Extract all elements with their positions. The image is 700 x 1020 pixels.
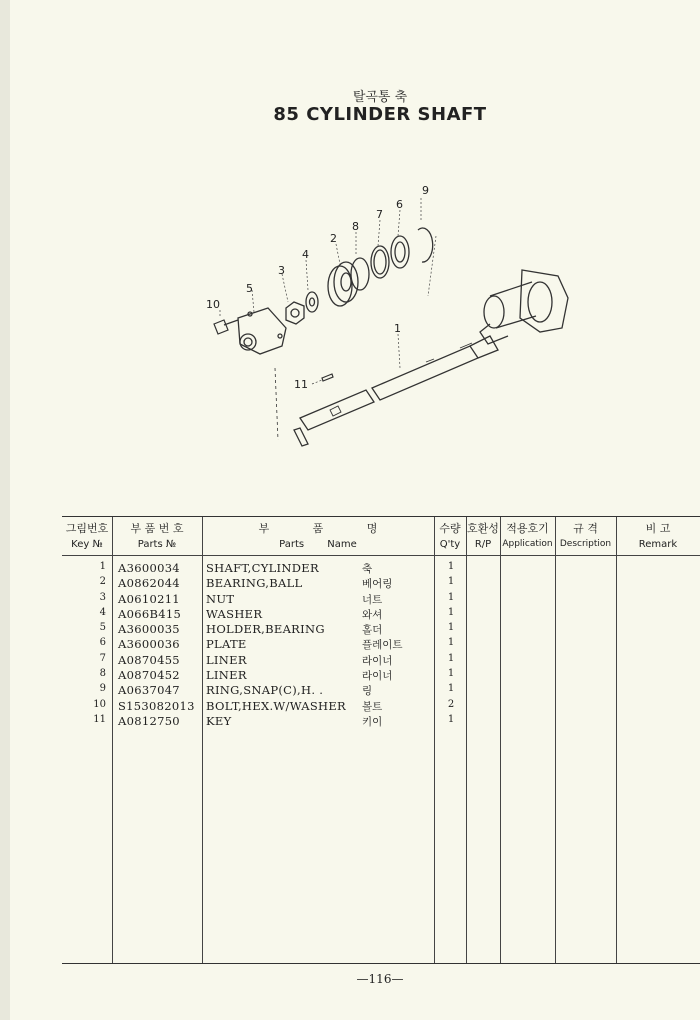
header-remark: Remark (638, 539, 678, 550)
part-name-kr-cell: 키이 (362, 715, 383, 728)
table-row (62, 622, 700, 637)
page-number: —116— (356, 972, 404, 986)
key-cell: 2 (99, 576, 106, 588)
header-remark-kr: 비 고 (645, 522, 671, 535)
table-row (62, 592, 700, 607)
part-name-kr-cell: 볼트 (362, 700, 383, 713)
quantity-cell: 1 (447, 652, 455, 664)
header-key: Key № (71, 539, 103, 550)
part-number-cell: A0637047 (118, 683, 180, 698)
key-cell: 8 (99, 668, 106, 680)
header-application-kr: 적용호기 (506, 522, 549, 535)
part-name-cell: LINER (206, 652, 247, 667)
table-row (62, 576, 700, 591)
callout-2: 2 (330, 232, 337, 245)
table-row (62, 653, 700, 668)
callout-1: 1 (394, 322, 401, 335)
part-name-kr-cell: 베어링 (362, 578, 393, 591)
key-cell: 3 (99, 591, 106, 603)
part-name-cell: BOLT,HEX.W/WASHER (206, 698, 347, 713)
key-cell: 4 (99, 606, 106, 618)
part-name-cell: RING,SNAP(C),H. . (206, 683, 324, 698)
part-number-cell: A3600036 (118, 637, 180, 652)
table-row (62, 668, 700, 683)
flange-drawing (480, 270, 568, 344)
callout-9: 9 (422, 184, 429, 197)
quantity-cell: 1 (447, 576, 455, 588)
header-parts: Parts № (137, 539, 177, 550)
table-row (62, 607, 700, 622)
header-parts-kr: 부 품 번 호 (130, 522, 184, 535)
quantity-cell: 1 (447, 668, 455, 680)
table-row (62, 714, 700, 729)
part-number-cell: A0862044 (118, 576, 180, 591)
part-name-cell: HOLDER,BEARING (206, 622, 325, 637)
key-drawing (322, 374, 333, 381)
quantity-cell: 1 (447, 713, 455, 725)
callout-4: 4 (302, 248, 309, 261)
liners-rings-drawing (351, 228, 433, 290)
part-number-cell: A0812750 (118, 713, 180, 728)
part-name-cell: KEY (206, 713, 232, 728)
quantity-cell: 1 (447, 637, 455, 649)
part-number-cell: A066B415 (118, 606, 182, 621)
callout-6: 6 (396, 198, 403, 211)
table-row (62, 683, 700, 698)
key-cell: 11 (93, 713, 106, 725)
parts-rows (62, 561, 700, 729)
part-name-kr-cell: 와셔 (362, 608, 383, 621)
callout-10: 10 (206, 298, 220, 311)
key-cell: 6 (99, 637, 106, 649)
header-description-kr: 규 격 (573, 522, 598, 535)
header-application: Application (502, 539, 553, 549)
part-number-cell: A0610211 (118, 591, 180, 606)
header-qty: Q'ty (439, 539, 461, 550)
key-cell: 5 (99, 622, 106, 634)
part-number-cell: A3600034 (118, 561, 180, 575)
key-cell: 10 (93, 698, 106, 710)
callout-7: 7 (376, 208, 383, 221)
part-name-cell: WASHER (206, 606, 263, 621)
quantity-cell: 1 (447, 606, 455, 618)
part-name-kr-cell: 라이너 (362, 654, 393, 667)
part-name-kr-cell: 링 (362, 685, 373, 698)
bearing-holder-drawing (238, 308, 286, 354)
callout-3: 3 (278, 264, 285, 277)
part-number-cell: S153082013 (118, 698, 195, 713)
header-key-kr: 그림번호 (65, 522, 109, 535)
table-row (62, 699, 700, 714)
table-row (62, 637, 700, 652)
part-name-kr-cell: 플레이트 (362, 639, 403, 652)
header-rp: R/P (474, 539, 492, 550)
quantity-cell: 1 (447, 622, 455, 634)
header-name: Parts Name (279, 539, 357, 550)
quantity-cell: 1 (447, 683, 455, 695)
nut-washer-drawing (286, 292, 318, 324)
section-title: 85 CYLINDER SHAFT (273, 104, 487, 125)
header-name-kr: 부 품 명 (258, 522, 378, 535)
quantity-cell: 2 (447, 698, 455, 710)
part-number-cell: A3600035 (118, 622, 180, 637)
quantity-cell: 1 (447, 561, 455, 572)
header-qty-kr: 수량 (439, 522, 461, 535)
part-name-kr-cell: 축 (362, 563, 373, 575)
key-cell: 7 (99, 652, 106, 664)
quantity-cell: 1 (447, 591, 455, 603)
callout-11: 11 (294, 378, 308, 391)
callout-5: 5 (246, 282, 253, 295)
header-description: Description (559, 539, 612, 549)
part-name-cell: NUT (206, 591, 235, 606)
parts-table (62, 516, 700, 964)
page-edge (0, 0, 10, 1020)
key-cell: 9 (99, 683, 106, 695)
part-name-kr-cell: 라이너 (362, 670, 393, 683)
part-name-cell: SHAFT,CYLINDER (206, 561, 319, 575)
part-name-kr-cell: 너트 (362, 593, 383, 606)
table-row (62, 561, 700, 576)
header-rp-kr: 호환성 (467, 522, 499, 535)
part-number-cell: A0870455 (118, 652, 180, 667)
bolt-drawing (214, 320, 238, 334)
part-name-kr-cell: 홀더 (362, 624, 383, 637)
part-name-cell: PLATE (206, 637, 247, 652)
part-name-cell: LINER (206, 668, 247, 683)
key-cell: 1 (99, 561, 106, 572)
callout-8: 8 (352, 220, 359, 233)
part-name-cell: BEARING,BALL (206, 576, 303, 591)
exploded-parts-diagram (190, 178, 590, 450)
cylinder-shaft-drawing (275, 336, 498, 446)
part-number-cell: A0870452 (118, 668, 180, 683)
section-title-korean: 탈곡통 축 (352, 90, 408, 105)
